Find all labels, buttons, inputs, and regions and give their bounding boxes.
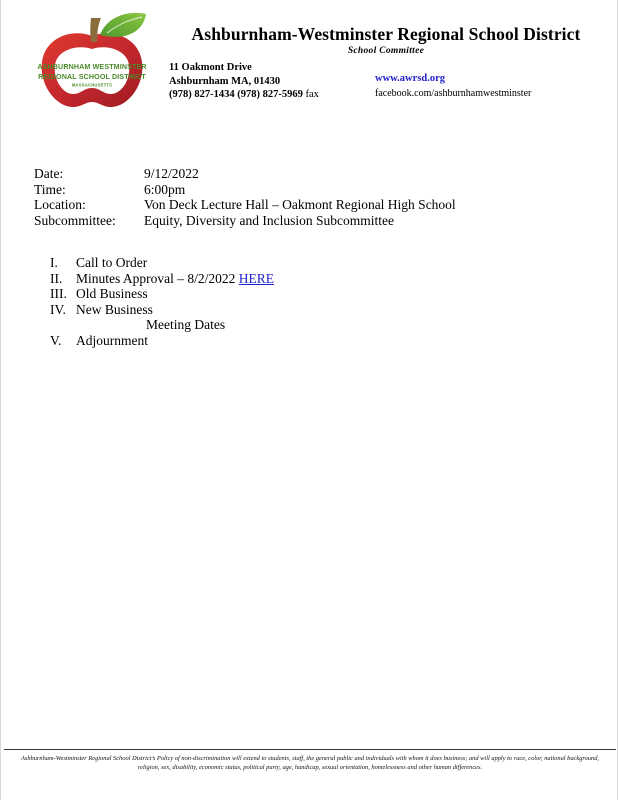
detail-row-subcommittee — [34, 213, 456, 229]
district-title: Ashburnham-Westminster Regional School District — [191, 24, 581, 44]
date-label: Date: — [34, 166, 64, 181]
agenda-list — [34, 255, 274, 349]
agenda-item-new-business — [34, 302, 274, 318]
agenda-item-call-to-order — [34, 255, 274, 271]
location-value: Von Deck Lecture Hall – Oakmont Regional High School — [144, 197, 456, 213]
logo-line-2: REGIONAL SCHOOL DISTRICT — [38, 73, 146, 81]
detail-row-date — [34, 166, 456, 182]
agenda-item-label: Call to Order — [76, 255, 148, 270]
time-label: Time: — [34, 181, 66, 197]
agenda-numeral: II. — [50, 270, 63, 286]
logo-line-1: ASHBURNHAM WESTMINSTER — [37, 63, 147, 71]
agenda-numeral: V. — [50, 332, 62, 348]
time-value: 6:00pm — [144, 181, 186, 197]
agenda-item-old-business — [34, 286, 274, 302]
location-label: Location: — [34, 197, 86, 213]
fax-label: fax — [305, 89, 319, 100]
document-footer — [1, 749, 618, 772]
minutes-here-link[interactable]: HERE — [238, 270, 274, 286]
meeting-details — [34, 166, 456, 228]
non-discrimination-policy-text: Ashburnham-Westminster Regional School District’s Policy of non-discrimination will extend to students, staff, the general public and individuals with whom it does business; and will apply to race, color, national background, religion, sex, disability, economic status, political party, age, handicap, sexual orientation, homelessness and other human differences. — [20, 755, 600, 771]
detail-row-time — [34, 182, 456, 198]
apple-logo — [29, 8, 155, 110]
web-links-block — [375, 72, 531, 101]
address-city-state-zip: Ashburnham MA, 01430 — [169, 75, 281, 87]
footer-divider — [4, 749, 616, 750]
agenda-item-label: Adjournment — [76, 332, 148, 348]
minutes-approval-text: Minutes Approval – 8/2/2022 — [76, 270, 239, 286]
document-header — [1, 0, 618, 120]
facebook-link[interactable]: facebook.com/ashburnhamwestminster — [375, 88, 532, 99]
agenda-numeral: III. — [50, 286, 67, 302]
address-phone-fax — [169, 88, 319, 102]
subcommittee-label: Subcommittee: — [34, 212, 116, 228]
agenda-numeral: I. — [50, 255, 58, 270]
subcommittee-value: Equity, Diversity and Inclusion Subcommittee — [144, 212, 394, 228]
agenda-item-label: New Business — [76, 301, 153, 317]
agenda-item-label — [76, 271, 274, 287]
agenda-item-minutes-approval — [34, 271, 274, 287]
header-subtitle: School Committee — [347, 46, 425, 56]
phone-numbers: (978) 827-1434 (978) 827-5969 — [169, 89, 303, 100]
website-link[interactable]: www.awrsd.org — [375, 73, 445, 84]
date-value: 9/12/2022 — [144, 166, 199, 181]
agenda-item-label: Old Business — [76, 286, 148, 302]
detail-row-location — [34, 197, 456, 213]
address-street: 11 Oakmont Drive — [169, 62, 252, 73]
agenda-numeral: IV. — [50, 301, 66, 317]
logo-line-3: MASSACHUSETTS — [71, 82, 113, 88]
address-block — [169, 61, 319, 102]
agenda-item-adjournment — [34, 333, 274, 349]
agenda-subitem-meeting-dates: Meeting Dates — [146, 317, 226, 333]
